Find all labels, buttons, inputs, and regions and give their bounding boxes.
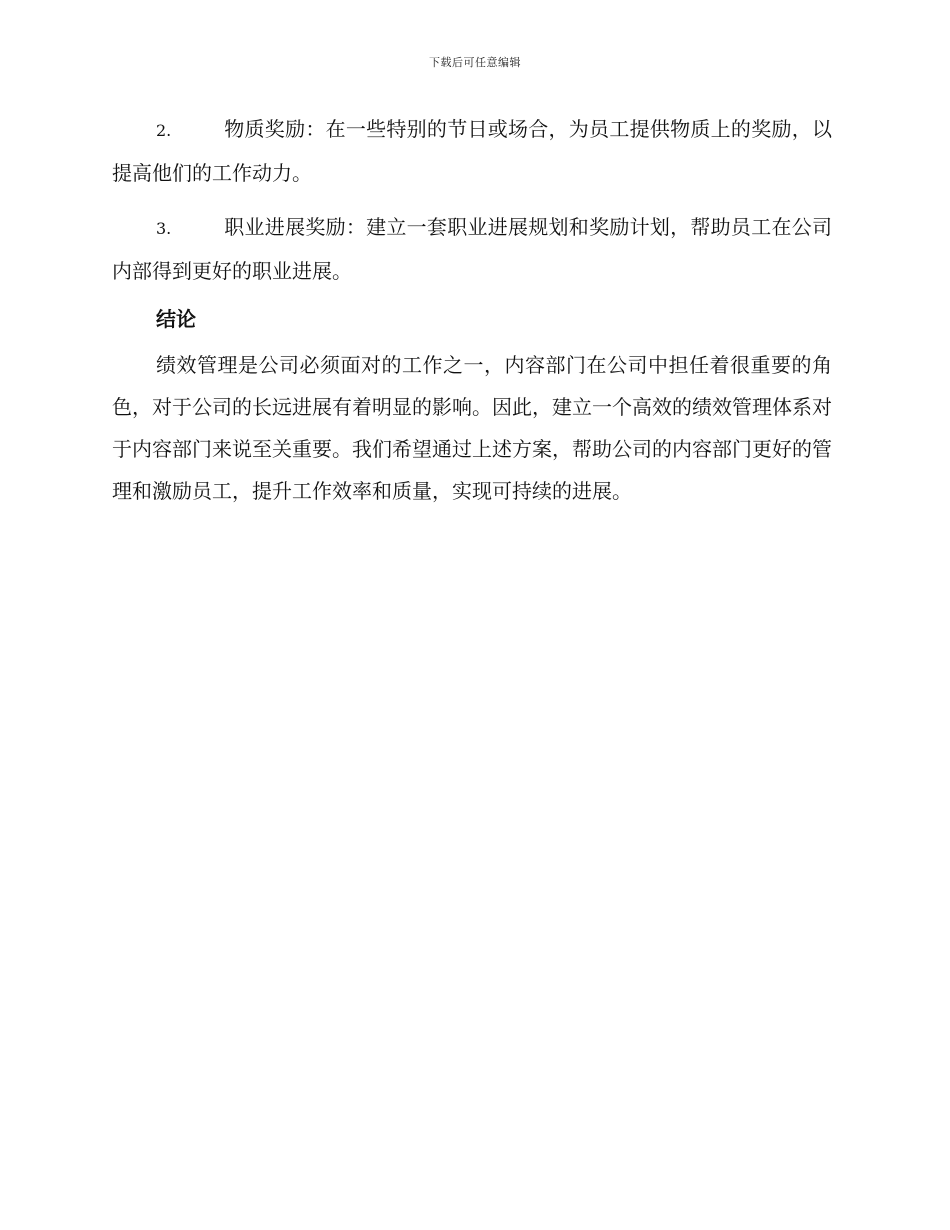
section-heading-conclusion: 结论 <box>156 307 196 331</box>
list-item-text: 职业进展奖励：建立一套职业进展规划和奖励计划，帮助员工在公司内部得到更好的职业进展。 <box>112 215 832 283</box>
list-item-3 <box>112 206 832 292</box>
list-item-2 <box>112 108 832 194</box>
list-item-number: 3. <box>156 219 172 238</box>
list-item-number: 2. <box>156 121 172 140</box>
page-header: 下载后可任意编辑 <box>429 56 521 69</box>
document-body <box>112 108 832 512</box>
conclusion-paragraph: 绩效管理是公司必须面对的工作之一，内容部门在公司中担任着很重要的角色，对于公司的长远进展有着明显的影响。因此，建立一个高效的绩效管理体系对于内容部门来说至关重要。我们希望通过上述方案，帮助公司的内容部门更好的管理和激励员工，提升工作效率和质量，实现可持续的进展。 <box>112 353 832 503</box>
list-item-text: 物质奖励：在一些特别的节日或场合，为员工提供物质上的奖励，以提高他们的工作动力。 <box>112 117 832 185</box>
